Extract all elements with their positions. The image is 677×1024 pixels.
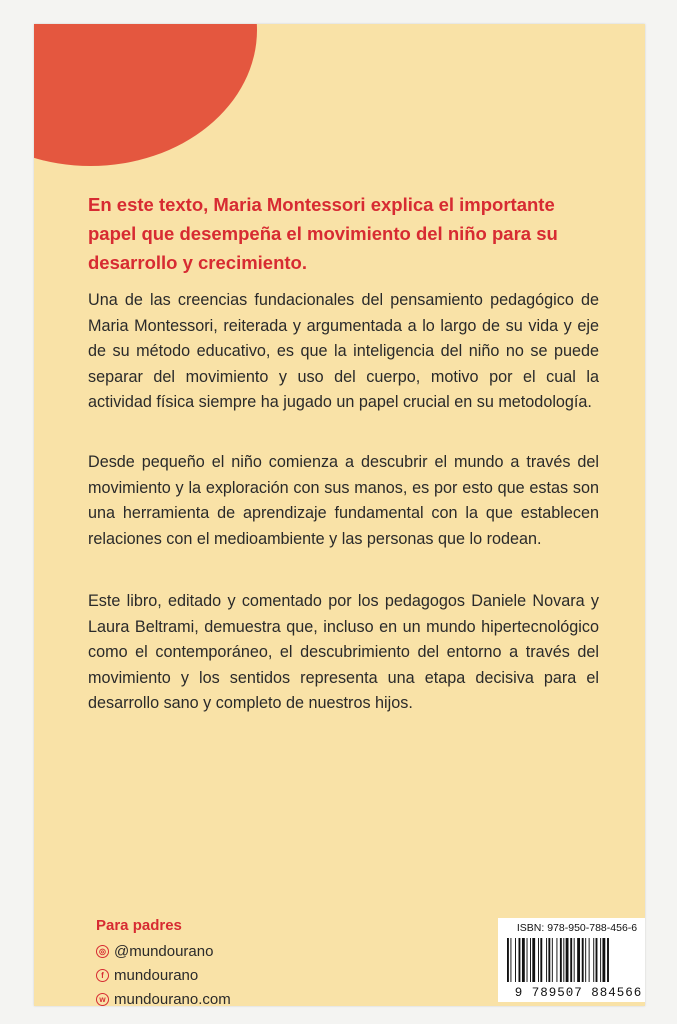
- barcode-bar: [546, 938, 547, 982]
- barcode-bar: [532, 938, 535, 982]
- barcode-bar: [552, 938, 553, 982]
- facebook-link[interactable]: [96, 966, 231, 985]
- facebook-handle: mundourano: [114, 967, 199, 984]
- instagram-handle: @mundourano: [114, 943, 214, 960]
- barcode-bar: [566, 938, 569, 982]
- series-label: Para padres: [96, 917, 182, 934]
- barcode-graphic: [505, 938, 645, 998]
- barcode-bar: [548, 938, 550, 982]
- back-cover: [34, 24, 645, 1006]
- barcode-digits: 9 789507 884566: [514, 986, 643, 998]
- website-link[interactable]: [96, 990, 231, 1006]
- barcode-bar: [574, 938, 575, 982]
- instagram-link[interactable]: [96, 942, 231, 961]
- decorative-circle: [34, 24, 257, 166]
- website-url: mundourano.com: [114, 991, 231, 1006]
- barcode-bar: [589, 938, 590, 982]
- web-icon: w: [96, 993, 109, 1006]
- paragraph-2: Desde pequeño el niño comienza a descubrir el mundo a través del movimiento y la exploración con sus manos, es por esto que estas son una herramienta de aprendizaje fundamental con la que establecen relaciones con el medioambiente y las personas que lo rodean.: [88, 453, 599, 548]
- paragraph-1: Una de las creencias fundacionales del pensamiento pedagógico de Maria Montessori, reiterada y argumentada a lo largo de su vida y eje de su método educativo, es que la inteligencia del niño no se puede separar del movimiento y uso del cuerpo, motivo por el cual la actividad física siempre ha jugado un papel crucial en su metodología.: [88, 291, 599, 412]
- barcode-bar: [585, 938, 586, 982]
- barcode-bar: [519, 938, 521, 982]
- barcode-bar: [515, 938, 516, 982]
- lead-text: En este texto, Maria Montessori explica el importante papel que desempeña el movimiento del niño para su desarrollo y crecimiento.: [88, 194, 558, 273]
- barcode-bar: [507, 938, 509, 982]
- barcode-bar: [596, 938, 598, 982]
- barcode-bar: [510, 938, 511, 982]
- barcode-bar: [563, 938, 564, 982]
- barcode-bar: [570, 938, 572, 982]
- isbn-barcode: [498, 918, 645, 1002]
- barcode-bar: [530, 938, 531, 982]
- barcode-bar: [607, 938, 609, 982]
- barcode-bar: [540, 938, 542, 982]
- facebook-icon: f: [96, 969, 109, 982]
- barcode-bar: [560, 938, 562, 982]
- barcode-bar: [593, 938, 594, 982]
- barcode-bar: [556, 938, 557, 982]
- social-links: [96, 942, 231, 1006]
- paragraph-3: Este libro, editado y comentado por los pedagogos Daniele Novara y Laura Beltrami, demuestra que, incluso en un mundo hipertecnológico como el contemporáneo, el descubrimiento del entorno a través del movimiento y los sentidos representa una etapa decisiva para el desarrollo sano y completo de nuestros hijos.: [88, 592, 599, 713]
- barcode-bar: [602, 938, 605, 982]
- barcode-bar: [582, 938, 584, 982]
- barcode-bar: [600, 938, 601, 982]
- barcode-bar: [538, 938, 539, 982]
- barcode-bar: [577, 938, 580, 982]
- barcode-bar: [522, 938, 525, 982]
- isbn-label: ISBN: 978-950-788-456-6: [516, 922, 638, 934]
- barcode-bar: [527, 938, 528, 982]
- instagram-icon: ◎: [96, 945, 109, 958]
